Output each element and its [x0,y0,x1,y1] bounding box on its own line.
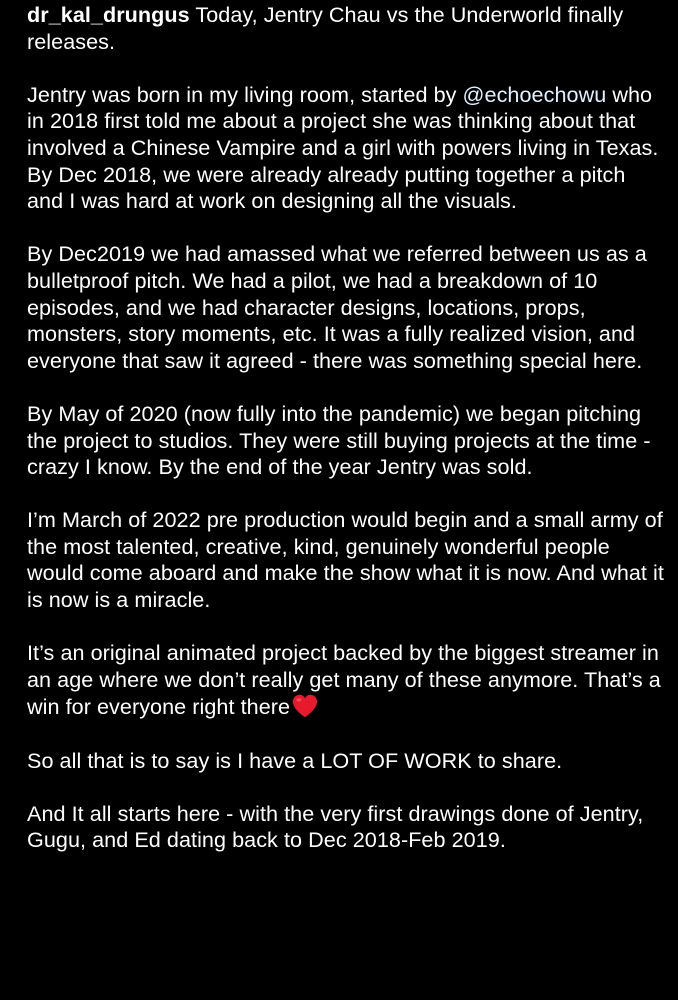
caption-paragraph-2 [27,82,667,215]
caption-paragraph-6 [27,640,667,721]
caption-paragraph-8: And It all starts here - with the very first drawings done of Jentry, Gugu, and Ed dating back to Dec 2018-Feb 2019. [27,800,644,853]
caption-paragraph-3: By Dec2019 we had amassed what we referred between us as a bulletproof pitch. We had a pilot, we had a breakdown of 10 episodes, and we had character designs, locations, props, monsters, story moments, etc. It was a fully realized vision, and everyone that saw it agreed - there was something special here. [27,241,647,373]
caption-paragraph-1 [27,2,667,55]
caption-paragraph-7: So all that is to say is I have a LOT OF WORK to share. [27,747,563,773]
caption-text: It’s an original animated project backed by the biggest streamer in an age where we don’t really get many of these anymore. That’s a win for everyone right there [27,640,661,720]
caption-text: Jentry was born in my living room, started by [27,81,463,107]
caption-text: Today, Jentry Chau vs the Underworld finally releases. [27,2,624,54]
caption-paragraph-5: I’m March of 2022 pre production would begin and a small army of the most talented, creative, kind, genuinely wonderful people would come aboard and make the show what it is now. And what it is now is a miracle. [27,507,664,613]
mention-link[interactable]: @echoechowu [462,81,607,107]
post-caption [27,2,667,881]
caption-text: who in 2018 first told me about a project she was thinking about that involved a Chinese Vampire and a girl with powers living in Texas. By Dec 2018, we were already already putting together a pitch and I was hard at work on designing all the visuals. [27,81,659,214]
username-link[interactable]: dr_kal_drungus [27,2,190,27]
red-heart-icon [291,693,319,719]
caption-paragraph-4: By May of 2020 (now fully into the pandemic) we began pitching the project to studios. They were still buying projects at the time - crazy I know. By the end of the year Jentry was sold. [27,400,651,480]
